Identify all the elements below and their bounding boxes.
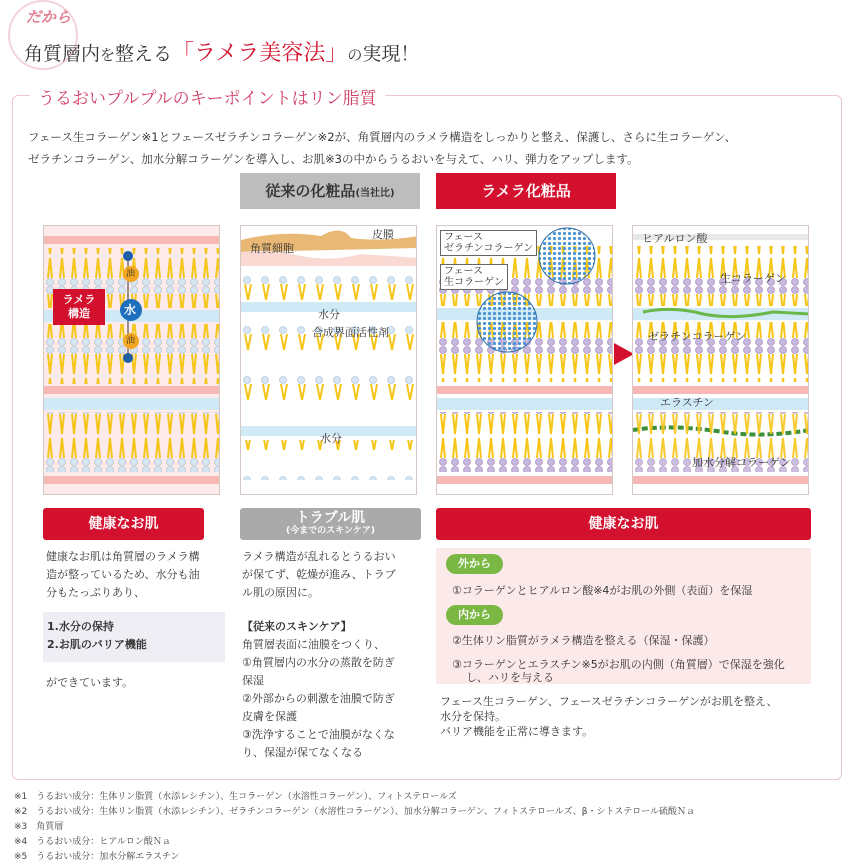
- gelatin-collagen-label: ゼラチンコラーゲン: [648, 330, 747, 343]
- trouble-care-line: ①角質層内の水分の蒸散を防ぎ: [242, 656, 395, 669]
- face-raw-line: フェース: [444, 266, 483, 277]
- trouble-care-title: 【従来のスキンケア】: [242, 620, 352, 633]
- pill-outside: 外から: [446, 554, 503, 574]
- healthy-point: 2.お肌のバリア機能: [47, 638, 147, 651]
- elastin-label: エラスチン: [660, 396, 714, 409]
- footnote: ※2 うるおい成分：生体リン脂質（水添レシチン）、ゼラチンコラーゲン（水溶性コラーゲン）、加水分解コラーゲン、フィトステロールズ、β・シトステロール硫酸Ｎａ: [14, 807, 696, 817]
- trouble-line: ラメラ構造が乱れるとうるおい: [242, 550, 396, 563]
- healthy-text: [46, 548, 216, 602]
- title-part: の: [347, 46, 363, 64]
- face-gelatin-line: ゼラチンコラーゲン: [444, 243, 534, 254]
- inside-text-1: ②生体リン脂質がラメラ構造を整える（保湿・保護）: [452, 634, 715, 647]
- healthy-line: 分もたっぷりあり、: [46, 586, 145, 599]
- bar-healthy: 健康なお肌: [43, 508, 204, 540]
- oil-label: 油: [126, 269, 136, 279]
- trouble-care-line: 皮膚を保護: [242, 710, 297, 723]
- hyaluronic-label: ヒアルロン酸: [642, 232, 708, 245]
- trouble-care-line: り、保湿が保てなくなる: [242, 746, 363, 759]
- face-raw-line: 生コラーゲン: [444, 277, 504, 288]
- label-conventional: [240, 173, 420, 209]
- label-lamella: ラメラ化粧品: [436, 173, 616, 209]
- diagram-trouble: [240, 225, 417, 495]
- footnotes: [14, 790, 844, 865]
- keratinocyte-label: 角質細胞: [250, 242, 294, 255]
- footnote: ※4 うるおい成分：ヒアルロン酸Ｎａ: [14, 837, 171, 847]
- oil-label-2: 油: [126, 336, 136, 346]
- badge-text: だから: [26, 8, 72, 26]
- trouble-care-line: 保湿: [242, 674, 264, 687]
- healthy-points: [43, 612, 225, 662]
- header: [0, 0, 852, 90]
- title-part: 整える: [115, 43, 173, 65]
- healthy-line: 造が整っているため、水分も油: [46, 568, 200, 581]
- lamella-foot-line: バリア機能を正常に導きます。: [440, 725, 594, 738]
- trouble-line: ル肌の原因に。: [242, 586, 319, 599]
- label-conventional-text: 従来の化粧品: [265, 182, 356, 200]
- footnote: ※5 うるおい成分：加水分解エラスチン: [14, 852, 180, 862]
- arrow-right-icon: [614, 343, 634, 365]
- title-part: 実現！: [362, 43, 420, 65]
- surfactant-label: 合成界面活性剤: [312, 326, 389, 339]
- trouble-care-line: ③洗浄することで油膜がなくな: [242, 728, 395, 741]
- intro-line: ゼラチンコラーゲン、加水分解コラーゲンを導入し、お肌※3の中からうるおいを与えて、ハリ、弾力をアップします。: [28, 152, 639, 166]
- label-conventional-note: (当社比): [355, 188, 395, 199]
- water-label-1: 水分: [318, 308, 340, 321]
- lamella-tag-line: ラメラ: [62, 293, 96, 306]
- inside-text-3: し、ハリを与える: [466, 671, 554, 684]
- intro-text: [28, 126, 818, 170]
- outside-text: ①コラーゲンとヒアルロン酸※4がお肌の外側（表面）を保湿: [452, 584, 753, 597]
- pill-inside: 内から: [446, 605, 503, 625]
- trouble-care-line: ②外部からの刺激を油膜で防ぎ: [242, 692, 395, 705]
- intro-line: フェース生コラーゲン※1とフェースゼラチンコラーゲン※2が、角質層内のラメラ構造をしっかりと整え、保護し、さらに生コラーゲン、: [28, 130, 737, 144]
- section-heading: うるおいプルプルのキーポイントはリン脂質: [30, 84, 385, 109]
- healthy-point: 1.水分の保持: [47, 620, 114, 633]
- face-gelatin-line: フェース: [444, 232, 483, 243]
- face-raw-label: [440, 264, 508, 290]
- bar-lamella-healthy: 健康なお肌: [436, 508, 811, 540]
- lamella-tag: [53, 289, 105, 325]
- water-label: 水: [124, 303, 137, 317]
- page-title: [24, 36, 419, 67]
- face-gelatin-label: [440, 230, 537, 256]
- trouble-line: が保てず、乾燥が進み、トラブ: [242, 568, 396, 581]
- footnote: ※1 うるおい成分：生体リン脂質（水添レシチン）、生コラーゲン（水溶性コラーゲン）、フィトステロールズ: [14, 792, 457, 802]
- raw-collagen-label: 生コラーゲン: [720, 272, 786, 285]
- title-part: を: [100, 46, 116, 64]
- diagram-trouble-svg: [241, 226, 417, 495]
- bar-trouble-title: トラブル肌: [295, 510, 366, 526]
- lamella-foot-line: 水分を保持。: [440, 710, 506, 723]
- footnote: ※3 角質層: [14, 822, 64, 832]
- water-label-2: 水分: [320, 432, 342, 445]
- lamella-tag-line: 構造: [68, 307, 90, 320]
- sebum-label: 皮膜: [372, 228, 394, 241]
- trouble-text: [242, 548, 422, 762]
- healthy-foot: ができています。: [46, 676, 134, 689]
- healthy-line: 健康なお肌は角質層のラメラ構: [46, 550, 200, 563]
- hydrolyzed-collagen-label: 加水分解コラーゲン: [692, 456, 791, 469]
- bar-trouble: [240, 508, 421, 540]
- lamella-foot-line: フェース生コラーゲン、フェースゼラチンコラーゲンがお肌を整え、: [440, 695, 778, 708]
- inside-text-2: ③コラーゲンとエラスチン※5がお肌の内側（角質層）で保湿を強化: [452, 658, 785, 671]
- lamella-foot: [440, 694, 820, 739]
- trouble-care-line: 角質層表面に油膜をつくり、: [242, 638, 385, 651]
- bar-trouble-sub: (今までのスキンケア): [286, 526, 375, 536]
- title-highlight: 「ラメラ美容法」: [172, 41, 348, 66]
- title-part: 角質層内: [24, 43, 101, 65]
